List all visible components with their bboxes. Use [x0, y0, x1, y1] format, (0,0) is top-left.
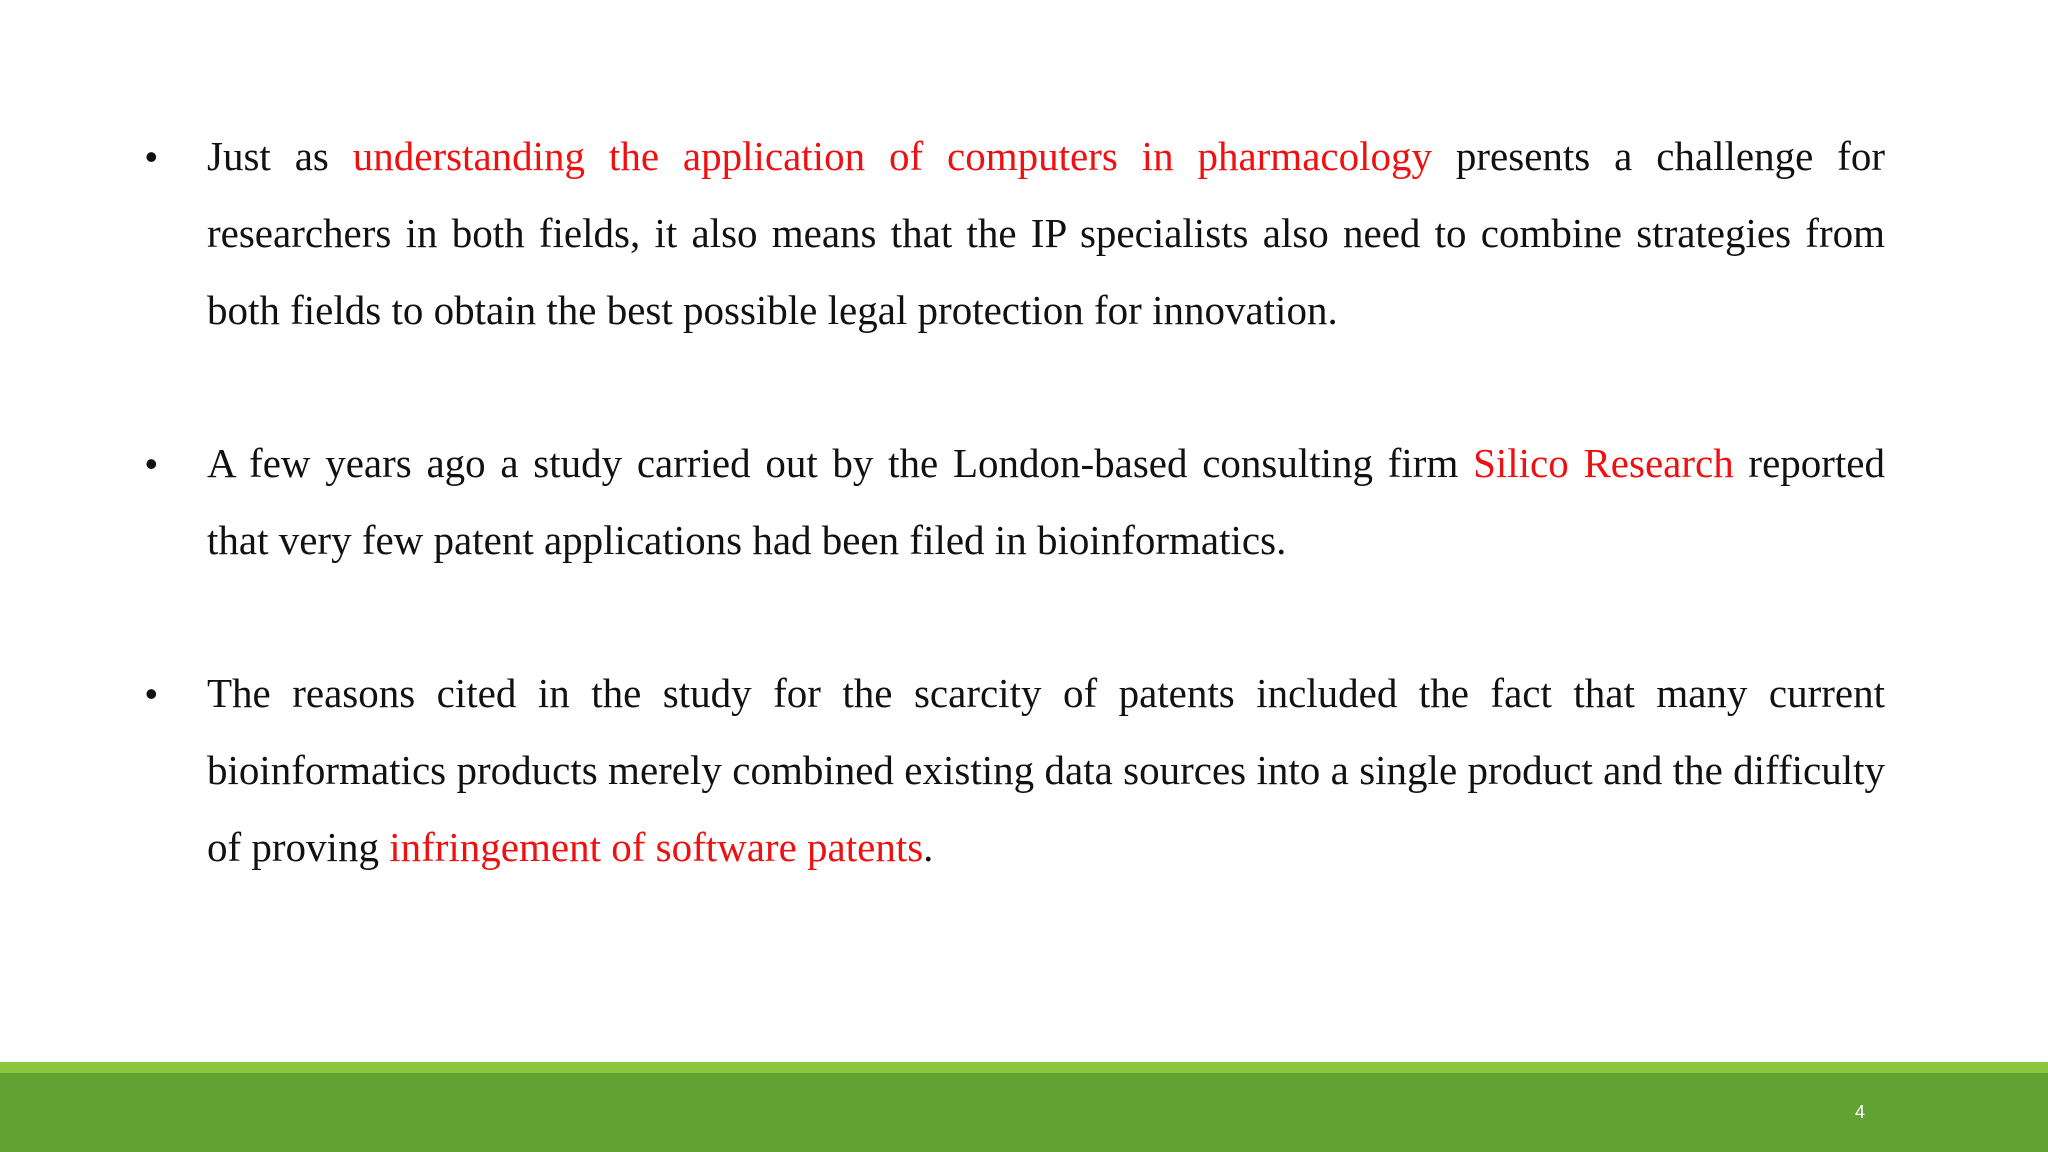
bullet-item-1: [145, 118, 1885, 349]
bullet-text-segment: Just as: [207, 133, 353, 179]
footer-accent-line: [0, 1062, 2048, 1073]
highlighted-text: infringement of software patents: [389, 824, 924, 870]
bullet-marker: •: [145, 673, 158, 714]
bullet-item-2: [145, 425, 1885, 579]
bullet-text-segment: reported that very few patent applications had been filed in bioinformatics.: [207, 440, 1886, 563]
highlighted-text: Silico Research: [1473, 440, 1734, 486]
bullet-item-3: [145, 655, 1885, 886]
page-number: 4: [1854, 1102, 1865, 1122]
bullet-text-segment: .: [923, 824, 934, 870]
bullet-marker: •: [145, 136, 158, 177]
bullet-text-segment: presents a challenge for researchers in both fields, it also means that the IP specialists also need to combine strategies from both fields to obtain the best possible legal protection for innovation.: [207, 133, 1885, 333]
bullet-text-segment: A few years ago a study carried out by the London-based consulting firm: [207, 440, 1474, 486]
highlighted-text: understanding the application of computers in pharmacology: [352, 133, 1432, 179]
bullet-marker: •: [145, 443, 158, 484]
footer-bar: [0, 1073, 2048, 1152]
bullet-list: [145, 118, 1885, 886]
bullet-text-segment: The reasons cited in the study for the scarcity of patents included the fact that many current bioinformatics products merely combined existing data sources into a single product and the difficulty of proving: [207, 670, 1885, 870]
